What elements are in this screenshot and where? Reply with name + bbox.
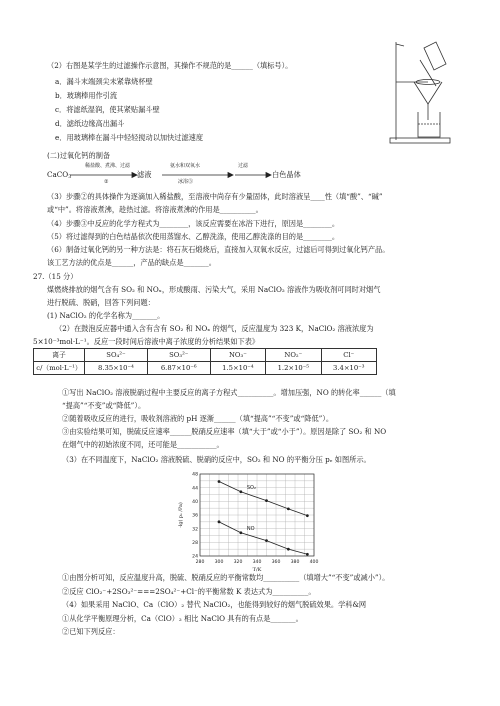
table-cell: 3.4×10⁻³ (321, 362, 376, 375)
y-tick-label: 36 (192, 513, 198, 519)
y-tick-label: 44 (192, 486, 198, 492)
y-tick-label: 24 (192, 554, 198, 560)
q27-intro-2: 进行脱硫、脱硝，回答下列问题： (47, 298, 155, 307)
table-cell: 8.35×10⁻⁴ (85, 362, 148, 375)
table-cell: 离子 (34, 349, 85, 362)
table-cell: NO₂⁻ (266, 349, 321, 362)
x-tick-label: 340 (252, 560, 262, 565)
q27-intro-4: （2）在鼓泡反应器中通入含有含有 SO₂ 和 NOₓ 的烟气，反应温度为 323 K，NaClO₂ 溶液浓度为 (55, 324, 374, 333)
question-3-line2: 或“中”。将溶液煮沸，趁热过滤。将溶液煮沸的作用是__________。 (47, 205, 263, 214)
option-c: c．将滤纸湿润，使其紧贴漏斗壁 (55, 105, 160, 114)
table-cell: 1.2×10⁻⁵ (266, 362, 321, 375)
y-tick-label: 40 (192, 499, 198, 505)
question-6-line1: （6）制备过氧化钙的另一种方法是：将石灰石煅烧后，直接加入双氧水反应，过滤后可得到过氧化钙产品。 (47, 245, 390, 254)
flow-end: 白色晶体 (272, 170, 301, 179)
table-header-row (34, 349, 377, 362)
equilibrium-pressure-chart (176, 468, 322, 572)
after-chart-4: ①从化学平衡原理分析，Ca（ClO）₂ 相比 NaClO 具有的有点是_______。 (62, 614, 303, 623)
after-chart-2: ②反应 ClO₂⁻+2SO₃²⁻===2SO₄²⁻+Cl⁻的平衡常数 K 表达式为__________。 (62, 587, 316, 596)
x-tick-label: 300 (214, 560, 224, 565)
data-point (287, 507, 290, 510)
question-3-line1: （3）步骤②的具体操作为逐滴加入稀盐酸，至溶液中尚存有少量固体，此时溶液呈____性（填“酸”、“碱” (47, 192, 383, 201)
question-2-filtration: （2）右图是某学生的过滤操作示意图，其操作不规范的是______（填标号）。 (47, 61, 293, 70)
option-e: e．用玻璃棒在漏斗中轻轻搅动以加快过滤速度 (55, 133, 204, 142)
series-label: NO (246, 525, 255, 532)
after-chart-5: ②已知下列反应： (62, 627, 120, 636)
flow-step1-number: ② (104, 179, 109, 185)
x-axis-label: T/K (252, 567, 262, 572)
y-axis-label: -lg( pₑ /Pa) (179, 502, 184, 528)
subq-1-line2: “提高”“不变”或“降低”）。 (62, 401, 146, 410)
data-point (265, 499, 268, 502)
series-label: SO₂ (246, 484, 256, 491)
data-point (218, 520, 221, 523)
table-cell: Cl⁻ (321, 349, 376, 362)
option-d: d．滤纸边缘高出漏斗 (55, 119, 125, 128)
table-cell: 1.5×10⁻⁴ (210, 362, 265, 375)
flow-step2-reagent: 氨水和双氧水 (170, 163, 201, 169)
table-cell: NO₃⁻ (210, 349, 265, 362)
question-6-line2: 该工艺方法的优点是______，产品的缺点是_______。 (47, 258, 216, 267)
subq-3-line2: 在烟气中的初始浓度不同，还可能是___________。 (62, 440, 224, 449)
option-b: b．玻璃棒用作引流 (55, 91, 118, 100)
data-point (239, 490, 242, 493)
question-27-header: 27.（15 分） (33, 272, 78, 281)
q27-intro-5: 5×10⁻³mol·L⁻¹。反应一段时间后溶液中离子浓度的分析结果如下表》 (33, 337, 260, 346)
subq-3-line1: ③由实验结果可知，脱硫反应速率______脱硝反应速率（填“大于”或“小于”）。原因是除了 SO₂ 和 NO (62, 427, 387, 436)
after-chart-3: （4）如果采用 NaClO、Ca（ClO）₂ 替代 NaClO₂，也能得到较好的烟气脱硫效果。学科&网 (62, 600, 367, 609)
x-tick-label: 320 (233, 560, 243, 565)
after-chart-1: ①由图分析可知，反应温度升高，脱硫、脱硝反应的平衡常数均__________（填增大”“不变”或减小”）。 (62, 573, 390, 582)
question-5: （5）将过滤得到的白色结晶依次使用蒸馏水、乙醇洗涤，使用乙醇洗涤的目的是________。 (47, 232, 340, 241)
table-cell: 6.87×10⁻⁶ (147, 362, 210, 375)
flow-arrows (70, 170, 280, 180)
subq-2: ②随着吸收反应的进行，吸收剂溶液的 pH 逐渐______（填“提高”“不变”或“降低”）。 (62, 414, 334, 423)
table-cell: c/（mol·L⁻¹） (34, 362, 85, 375)
data-point (239, 531, 242, 534)
flow-filtrate: 滤液 (137, 170, 152, 179)
flow-step2-condition: 冰浴③ (178, 179, 194, 185)
x-tick-label: 280 (195, 560, 205, 565)
x-tick-label: 400 (309, 560, 319, 565)
subq-1-line1: ①写出 NaClO₂ 溶液脱硝过程中主要反应的离子方程式__________。增加压强，NO 的转化率______（填 (62, 388, 396, 397)
series-line-0 (219, 482, 307, 516)
flow-step3-label: 过滤 (238, 163, 249, 169)
y-tick-label: 48 (192, 472, 198, 478)
data-point (218, 480, 221, 483)
series-line-1 (219, 522, 307, 554)
table-cell: SO₃²⁻ (147, 349, 210, 362)
table-row (34, 362, 377, 375)
data-point (265, 539, 268, 542)
data-point (306, 514, 309, 517)
filtration-apparatus-figure (388, 34, 462, 146)
data-point (306, 553, 309, 556)
q27-intro-1: 煤燃烧排放的烟气含有 SO₂ 和 NOₓ，形成酸雨、污染大气，采用 NaClO₂ 溶液作为吸收剂可同时对烟气 (47, 285, 381, 294)
question-4: （4）步骤③中反应的化学方程式为________，该反应需要在冰浴下进行，原因是________。 (47, 219, 340, 228)
x-tick-label: 360 (271, 560, 281, 565)
flow-start: CaCO$_3$ (47, 170, 72, 180)
y-tick-label: 32 (192, 527, 198, 533)
ion-concentration-table (33, 348, 377, 375)
option-a: a．漏斗末端颈尖未紧靠烧杯壁 (55, 77, 153, 86)
question-3-chart-intro: （3）在不同温度下，NaClO₂ 溶液脱硫、脱硝的反应中，SO₂ 和 NO 的平衡分压 pₑ 如图所示。 (62, 455, 371, 464)
q27-intro-3: (1) NaClO₂ 的化学名称为_______。 (47, 311, 165, 320)
flow-step1-reagent: 稀盐酸、煮沸、过滤 (85, 163, 131, 169)
table-cell: SO₄²⁻ (85, 349, 148, 362)
x-tick-label: 380 (290, 560, 300, 565)
y-tick-label: 28 (192, 540, 198, 546)
section-heading: (二)过氧化钙的制备 (47, 151, 111, 160)
data-point (287, 548, 290, 551)
